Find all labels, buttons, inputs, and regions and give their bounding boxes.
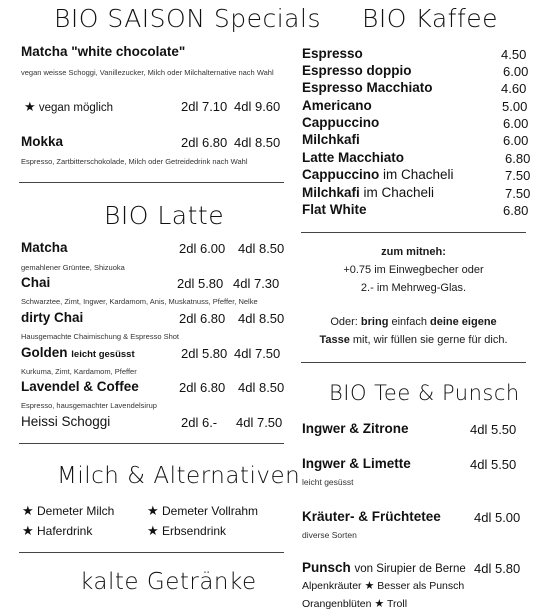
latte-item-extra: leicht gesüsst	[71, 349, 135, 360]
kaffee-item-chacheli	[302, 167, 454, 182]
kaffee-price: 6.80	[503, 203, 529, 218]
kaffee-price: 4.60	[501, 81, 527, 96]
punsch-sorte: Orangenblüten	[302, 598, 372, 610]
divider	[19, 552, 284, 553]
vegan-row	[24, 99, 113, 115]
tee-price: 4dl 5.50	[470, 422, 517, 437]
latte-item-name: Lavendel & Coffee	[21, 379, 139, 394]
kaffee-item-name: Cappuccino	[302, 167, 380, 182]
mitneh-heading: zum mitneh:	[381, 246, 446, 258]
latte-item-desc: Espresso, hausgemachter Lavendelsirup	[21, 401, 157, 410]
kaffee-item-name: Espresso	[302, 46, 363, 61]
kaffee-price: 4.50	[501, 47, 527, 62]
kaffee-price: 7.50	[505, 168, 531, 183]
milch-item	[22, 523, 92, 539]
divider	[19, 182, 284, 183]
milch-item-label: Erbsendrink	[162, 524, 227, 538]
mokka-price-2dl: 2dl 6.80	[181, 135, 228, 150]
punsch-sorte: Troll	[387, 598, 408, 610]
star-icon: ★	[374, 598, 385, 610]
kalte-title: kalte Getränke	[80, 569, 257, 595]
latte-item-desc: Hausgemachte Chaimischung & Espresso Shot	[21, 332, 179, 341]
punsch-sorten-2	[302, 597, 407, 610]
kaffee-item-chacheli	[302, 185, 434, 200]
mitneh-line1: +0.75 im Einwegbecher oder	[343, 264, 484, 276]
tee-price: 4dl 5.80	[474, 561, 521, 576]
latte-item-golden	[21, 345, 135, 360]
divider	[301, 232, 526, 233]
saison-matcha-desc: vegan weisse Schoggi, Vanillezucker, Milch oder Milchalternative nach Wahl	[21, 68, 274, 77]
latte-item-name: dirty Chai	[21, 310, 84, 325]
kaffee-price: 6.00	[503, 64, 529, 79]
latte-item-desc: gemahlener Grüntee, Shizuoka	[21, 263, 125, 272]
star-icon: ★	[24, 99, 36, 114]
mitneh-line4	[301, 334, 526, 346]
tee-item-name: Ingwer & Limette	[302, 456, 411, 471]
milch-item-label: Haferdrink	[37, 524, 93, 538]
tee-item-name: Ingwer & Zitrone	[302, 421, 409, 436]
mitneh-bold: Tasse	[319, 334, 350, 346]
mitneh-text: Oder:	[330, 316, 361, 328]
divider	[19, 443, 284, 444]
kaffee-price: 6.80	[505, 151, 531, 166]
mitneh-text: einfach	[388, 316, 431, 328]
latte-price-2dl: 2dl 5.80	[177, 276, 224, 291]
tee-item-punsch	[302, 560, 466, 575]
latte-item-desc: Kurkuma, Zimt, Kardamom, Pfeffer	[21, 367, 137, 376]
latte-price-2dl: 2dl 6.-	[181, 415, 218, 430]
kaffee-title: BIO Kaffee	[362, 4, 499, 33]
latte-item-desc: Schwarztee, Zimt, Ingwer, Kardamom, Anis, Muskatnuss, Pfeffer, Nelke	[21, 297, 258, 306]
kaffee-item-name: Cappuccino	[302, 115, 380, 130]
kaffee-price: 5.00	[502, 99, 528, 114]
mitneh-bold: deine eigene	[430, 316, 497, 328]
kaffee-item-extra: im Chacheli	[363, 185, 435, 200]
punsch-sorten-1	[302, 579, 464, 592]
latte-item-name: Matcha	[21, 240, 68, 255]
latte-price-2dl: 2dl 6.80	[179, 311, 226, 326]
kaffee-item-name: Milchkafi	[302, 132, 360, 147]
vegan-price-2dl: 2dl 7.10	[181, 99, 228, 114]
latte-price-4dl: 4dl 8.50	[238, 311, 285, 326]
kaffee-price: 6.00	[503, 116, 529, 131]
milch-title: Milch & Alternativen	[57, 463, 301, 489]
kaffee-item-name: Espresso Macchiato	[302, 80, 433, 95]
kaffee-item-name: Latte Macchiato	[302, 150, 405, 165]
star-icon: ★	[147, 503, 159, 518]
latte-item-name: Chai	[21, 275, 51, 290]
star-icon: ★	[22, 523, 34, 538]
tee-item-name: Kräuter- & Früchtetee	[302, 509, 441, 524]
milch-item-label: Demeter Milch	[37, 504, 115, 518]
latte-price-2dl: 2dl 5.80	[181, 346, 228, 361]
star-icon: ★	[147, 523, 159, 538]
kaffee-item-name: Espresso doppio	[302, 63, 412, 78]
vegan-label: vegan möglich	[38, 102, 114, 114]
tee-item-desc: leicht gesüsst	[302, 477, 354, 487]
saison-title: BIO SAISON Specials	[54, 4, 321, 33]
latte-price-2dl: 2dl 6.00	[179, 241, 226, 256]
tee-price: 4dl 5.00	[474, 510, 521, 525]
kaffee-item-name: Milchkafi	[302, 185, 360, 200]
latte-item-name: Heissi Schoggi	[21, 414, 111, 429]
divider	[301, 362, 526, 363]
kaffee-price: 6.00	[503, 133, 529, 148]
kaffee-price: 7.50	[505, 186, 531, 201]
mitneh-line2: 2.- im Mehrweg-Glas.	[360, 282, 467, 294]
star-icon: ★	[364, 580, 375, 592]
saison-matcha-name: Matcha "white chocolate"	[21, 44, 186, 59]
milch-item-label: Demeter Vollrahm	[162, 504, 259, 518]
star-icon: ★	[22, 503, 34, 518]
latte-price-4dl: 4dl 7.30	[233, 276, 280, 291]
milch-item	[22, 503, 114, 519]
kaffee-item-name: Americano	[302, 98, 372, 113]
latte-price-4dl: 4dl 7.50	[236, 415, 283, 430]
tee-title: BIO Tee & Punsch	[329, 381, 520, 405]
vegan-price-4dl: 4dl 9.60	[234, 99, 281, 114]
tee-item-name: Punsch	[302, 560, 351, 575]
latte-item-name: Golden	[21, 345, 68, 360]
tee-item-extra: von Sirupier de Berne	[354, 563, 466, 575]
mitneh-line3	[301, 316, 526, 328]
saison-mokka-name: Mokka	[21, 134, 64, 149]
mitneh-bold: bring	[360, 316, 389, 328]
latte-price-4dl: 4dl 8.50	[238, 241, 285, 256]
saison-mokka-desc: Espresso, Zartbitterschokolade, Milch oder Getreidedrink nach Wahl	[21, 157, 248, 166]
kaffee-item-name: Flat White	[302, 202, 367, 217]
punsch-sorte: Besser als Punsch	[377, 580, 465, 592]
tee-price: 4dl 5.50	[470, 457, 517, 472]
punsch-sorte: Alpenkräuter	[302, 580, 362, 592]
mokka-price-4dl: 4dl 8.50	[234, 135, 281, 150]
latte-price-4dl: 4dl 8.50	[238, 380, 285, 395]
mitneh-text: mit, wir füllen sie gerne für dich.	[349, 334, 508, 346]
latte-price-4dl: 4dl 7.50	[234, 346, 281, 361]
tee-item-desc: diverse Sorten	[302, 530, 357, 540]
latte-title: BIO Latte	[104, 201, 225, 230]
latte-price-2dl: 2dl 6.80	[179, 380, 226, 395]
milch-item	[147, 503, 258, 519]
kaffee-item-extra: im Chacheli	[383, 167, 454, 182]
milch-item	[147, 523, 226, 539]
